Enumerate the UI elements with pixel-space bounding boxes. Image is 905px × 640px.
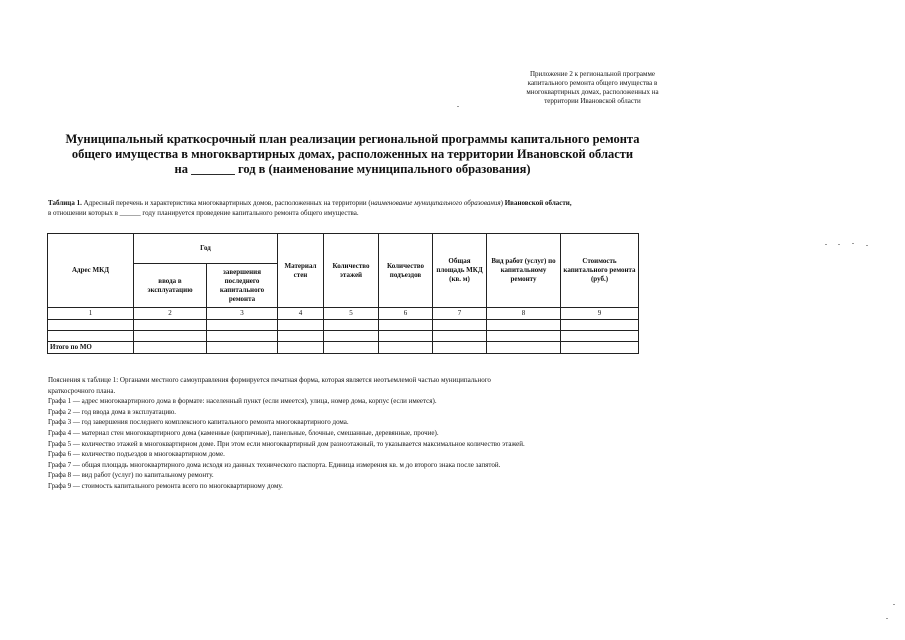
total-label: Итого по МО (48, 342, 134, 354)
appendix-line: капитального ремонта общего имущества в (527, 79, 658, 87)
caption-text: Адресный перечень и характеристика многоквартирных домов, расположенных на территории ( (83, 199, 371, 207)
table-notes (48, 375, 648, 492)
note-line: Графа 9 — стоимость капитального ремонта всего по многоквартирному дому. (48, 481, 283, 490)
scan-speck (893, 604, 895, 605)
scan-speck (838, 244, 840, 245)
scan-speck (852, 243, 854, 244)
note-line: Графа 7 — общая площадь многоквартирного дома исходя из данных технического паспорта. Единица измерения кв. м до второго знака после запятой. (48, 460, 501, 469)
column-number: 9 (561, 308, 639, 320)
column-number: 3 (207, 308, 278, 320)
note-line: Графа 1 — адрес многоквартирного дома в формате: населенный пункт (если имеется), улица, номер дома, корпус (если имеется). (48, 397, 437, 406)
column-number: 6 (379, 308, 433, 320)
header-year-group: Год (134, 234, 278, 264)
title-line: Муниципальный краткосрочный план реализации региональной программы капитального ремонта (65, 132, 640, 146)
document-title (40, 132, 665, 177)
note-line: Графа 3 — год завершения последнего комплексного капитального ремонта многоквартирного дома. (48, 418, 349, 427)
scan-speck (886, 618, 888, 619)
header-wall-material: Материал стен (278, 234, 324, 308)
appendix-note (505, 70, 680, 106)
note-line: Графа 6 — количество подъездов в многоквартирном доме. (48, 450, 225, 459)
scan-speck (457, 106, 459, 107)
column-number: 1 (48, 308, 134, 320)
header-year-commission: ввода в эксплуатацию (134, 264, 207, 308)
note-line: краткосрочного плана. (48, 386, 116, 395)
appendix-line: территории Ивановской области (544, 97, 641, 105)
column-number: 7 (433, 308, 487, 320)
header-floors: Количество этажей (324, 234, 379, 308)
header-year-last-repair: завершения последнего капитального ремонта (207, 264, 278, 308)
column-number: 8 (487, 308, 561, 320)
column-number: 4 (278, 308, 324, 320)
plan-table (47, 233, 639, 354)
scan-speck (825, 244, 827, 245)
header-work-type: Вид работ (услуг) по капитальному ремонту (487, 234, 561, 308)
note-line: Графа 2 — год ввода дома в эксплуатацию. (48, 407, 177, 416)
header-cost: Стоимость капитального ремонта (руб.) (561, 234, 639, 308)
caption-bold: Ивановской области, (504, 199, 572, 207)
appendix-line: Приложение 2 к региональной программе (530, 70, 655, 78)
column-number: 2 (134, 308, 207, 320)
note-line: Пояснения к таблице 1: Органами местного самоуправления формируется печатная форма, которая является неотъемлемой частью муниципального (48, 376, 491, 384)
scan-speck (866, 245, 868, 246)
header-entrances: Количество подъездов (379, 234, 433, 308)
appendix-line: многоквартирных домах, расположенных на (526, 88, 659, 96)
caption-line-2: в отношении которых в ______ году планируется проведение капитального ремонта общего имущества. (48, 209, 359, 217)
total-row (48, 342, 639, 354)
note-line: Графа 8 — вид работ (услуг) по капитальному ремонту. (48, 471, 214, 480)
title-line: общего имущества в многоквартирных домах, расположенных на территории Ивановской области (71, 147, 634, 161)
column-number: 5 (324, 308, 379, 320)
note-line: Графа 5 — количество этажей в многоквартирном доме. При этом если многоквартирный дом разноэтажный, то указывается максимальное количество этажей. (48, 439, 525, 448)
header-total-area: Общая площадь МКД (кв. м) (433, 234, 487, 308)
caption-italic: наименование муниципального образования (370, 199, 501, 207)
empty-row (48, 320, 639, 331)
table-label: Таблица 1. (48, 199, 82, 207)
title-line: на _______ год в (наименование муниципального образования) (174, 162, 531, 176)
empty-row (48, 331, 639, 342)
caption-text: ) (500, 199, 505, 207)
caption-line-1 (48, 198, 688, 208)
table-caption (48, 198, 688, 218)
header-address: Адрес МКД (48, 234, 134, 308)
note-line: Графа 4 — материал стен многоквартирного дома (каменные (кирпичные), панельные, блочные, смешанные, деревянные, прочие). (48, 428, 439, 437)
